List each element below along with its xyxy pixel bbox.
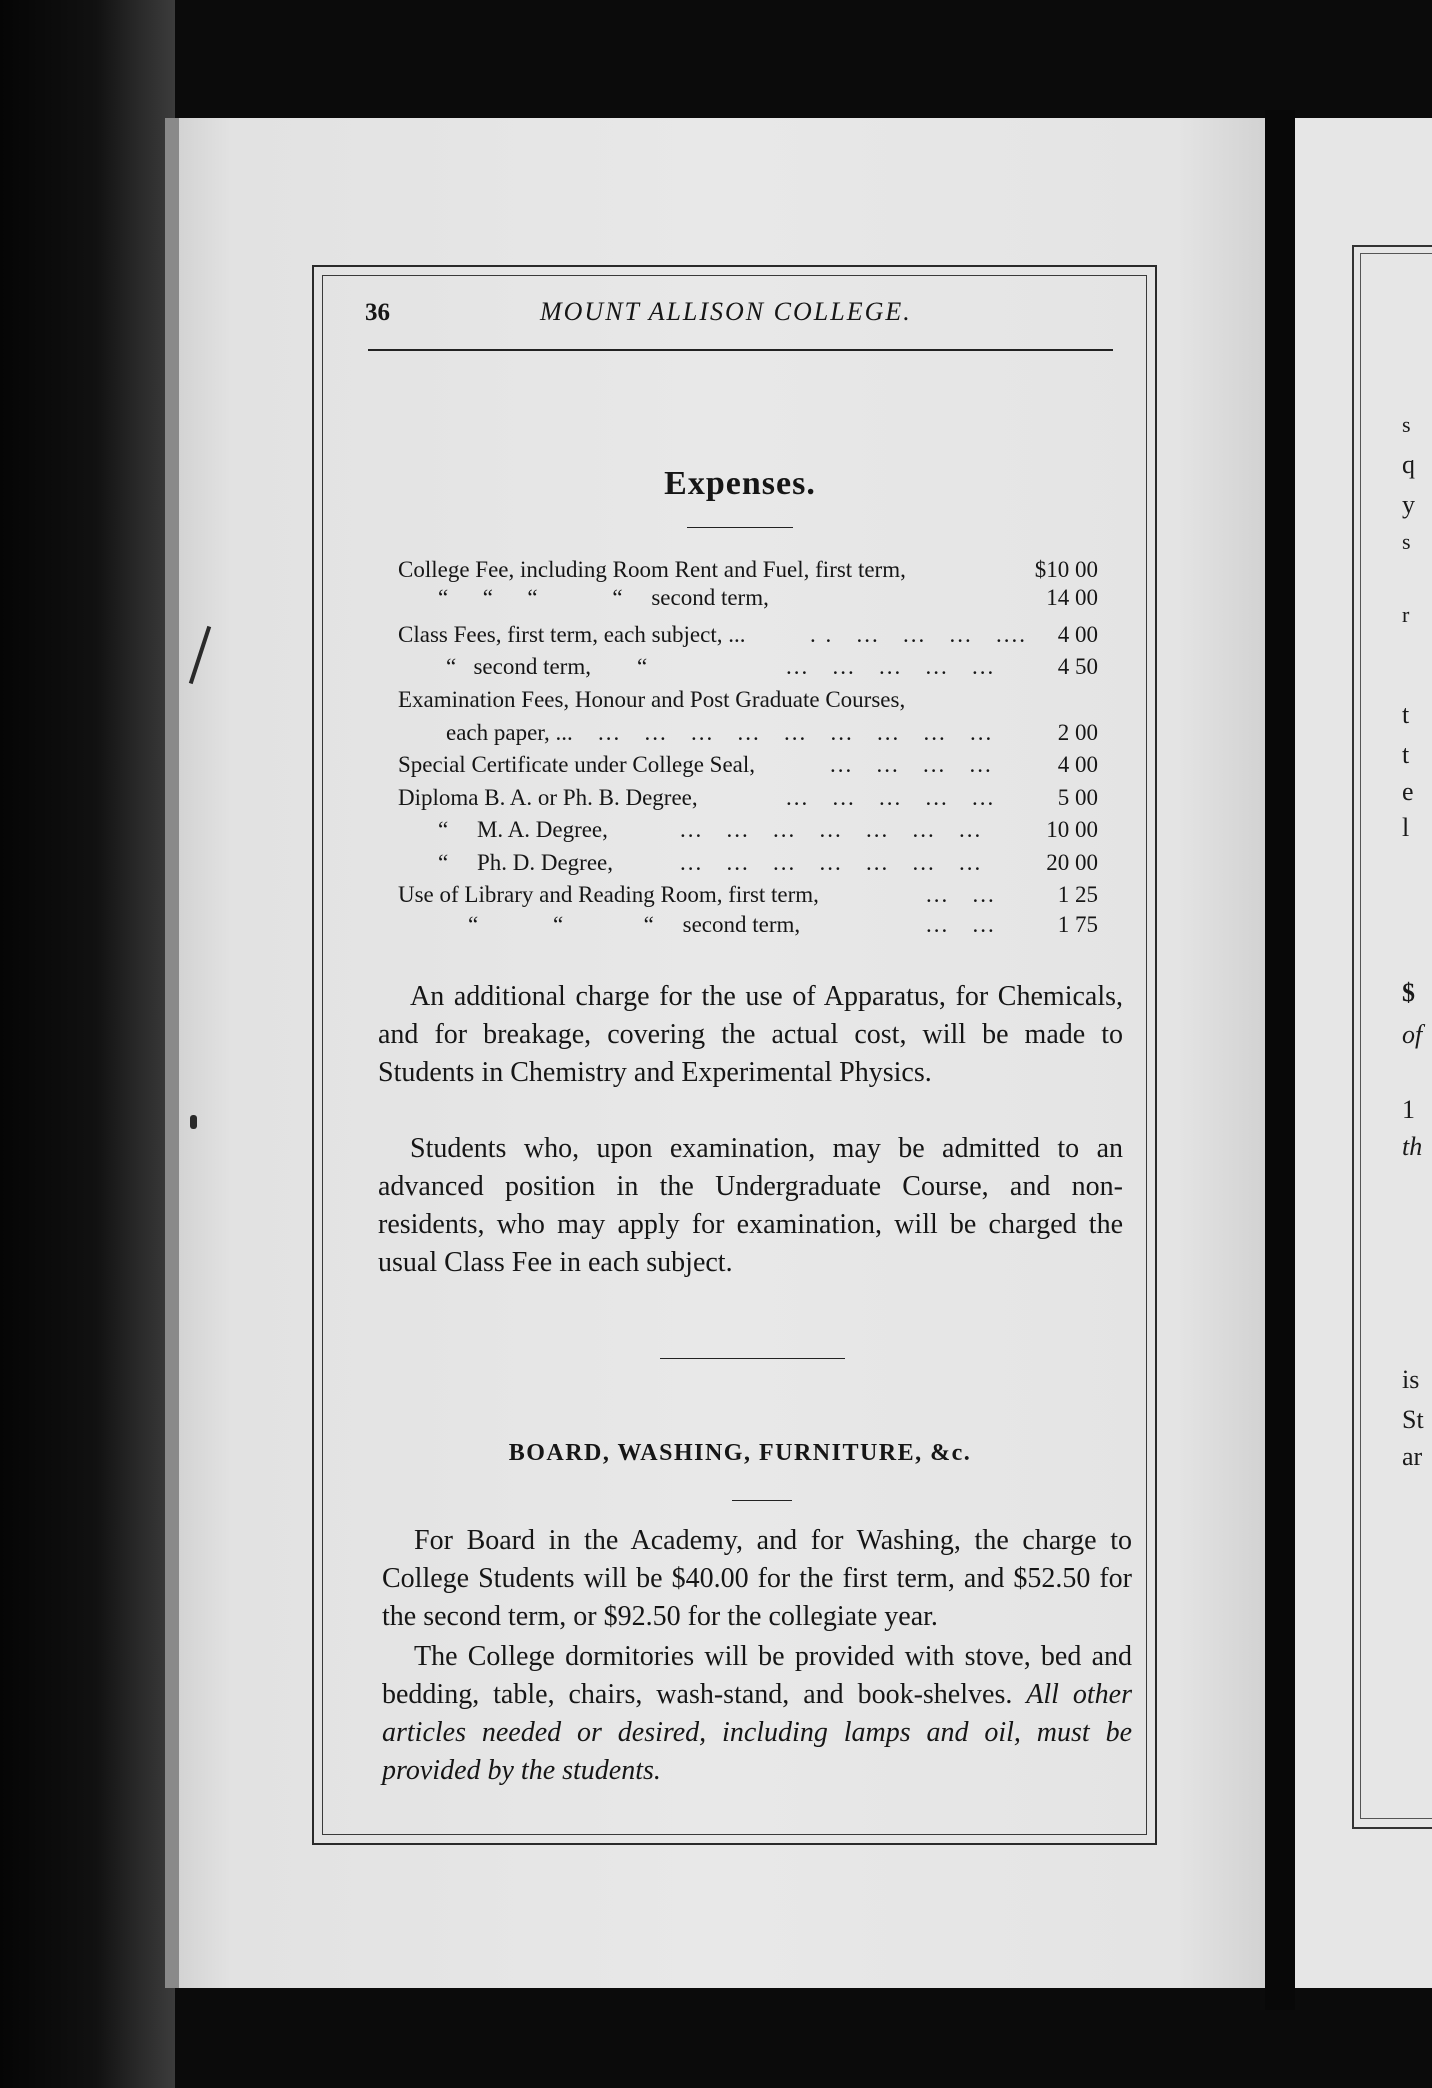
facing-page-fragment: r (1402, 602, 1410, 627)
fee-leader-dots: ... ... ... ... ... ... ... (680, 817, 983, 842)
fee-description: Class Fees, first term, each subject, ... (398, 622, 746, 647)
facing-page-fragment: of (1402, 1020, 1423, 1049)
scan-dark-edge (0, 0, 175, 2088)
fee-amount: 5 00 (1057, 785, 1098, 810)
fee-row (398, 555, 1098, 585)
fee-leader-dots: ... ... (926, 882, 996, 907)
fee-leader-dots: ... ... ... ... ... (786, 654, 996, 679)
facing-page-fragment: is (1402, 1365, 1420, 1394)
fee-row (398, 880, 1098, 910)
board-heading: BOARD, WASHING, FURNITURE, &c. (508, 1440, 972, 1466)
page-header (365, 295, 1115, 335)
facing-page-fragment: 1 (1402, 1095, 1415, 1124)
fee-description: “ “ “ “ second term, (438, 585, 769, 610)
admission-paragraph: Students who, upon examination, may be admitted to an advanced position in the Undergraduate Course, and non-residents, who may apply for examination, will be charged the usual Class Fee in each subject. (378, 1133, 1123, 1278)
fee-leader-dots: ... ... ... ... ... ... ... ... ... (598, 720, 994, 745)
fee-amount: 4 50 (1057, 654, 1098, 679)
fee-amount: 14 00 (1046, 585, 1098, 610)
fee-amount: 1 75 (1057, 912, 1098, 937)
facing-page-fragment: ar (1402, 1442, 1423, 1471)
fee-description: Special Certificate under College Seal, (398, 752, 756, 777)
facing-page-fragment: l (1402, 813, 1410, 842)
fee-description: each paper, ... (446, 720, 573, 745)
page-number: 36 (365, 299, 390, 326)
dormitory-paragraph (382, 1638, 1132, 1790)
fee-leader-dots: ... ... ... ... ... ... ... (680, 850, 983, 875)
fee-row (398, 583, 1098, 613)
fee-row (398, 848, 1098, 878)
fee-row (398, 685, 1098, 715)
fee-leader-dots: ... ... ... ... ... (786, 785, 996, 810)
book-gutter (1265, 110, 1295, 2010)
fee-description: Examination Fees, Honour and Post Graduate Courses, (398, 687, 906, 712)
fee-amount: 10 00 (1046, 817, 1098, 842)
dormitory-text: The College dormitories will be provided with stove, bed and bedding, table, chairs, wash-stand, and book-shelves. (382, 1641, 1132, 1710)
page-spine-shadow (165, 118, 179, 1988)
facing-page-fragment: q (1402, 450, 1415, 479)
fee-leader-dots: . . ... ... ... .... (810, 622, 1027, 647)
title-rule (687, 527, 793, 528)
board-paragraph: For Board in the Academy, and for Washing, the charge to College Students will be $40.00 for the first term, and $52.50 for the second term, or $92.50 for the collegiate year. (382, 1525, 1132, 1632)
fee-description: Diploma B. A. or Ph. B. Degree, (398, 785, 698, 810)
apparatus-paragraph: An additional charge for the use of Apparatus, for Chemicals, and for breakage, covering the actual cost, will be made to Students in Chemistry and Experimental Physics. (378, 981, 1123, 1088)
fee-amount: $10 00 (1034, 557, 1098, 582)
expenses-title: Expenses. (664, 465, 816, 502)
fee-amount: 1 25 (1057, 882, 1098, 907)
running-title: MOUNT ALLISON COLLEGE. (540, 297, 912, 326)
fee-description: “ Ph. D. Degree, (438, 850, 614, 875)
fee-row (398, 620, 1098, 650)
fee-row (398, 910, 1098, 940)
fee-description: Use of Library and Reading Room, first term, (398, 882, 819, 907)
facing-page-fragment: e (1402, 777, 1414, 806)
facing-page-fragment: y (1402, 490, 1415, 519)
fee-description: “ M. A. Degree, (438, 817, 608, 842)
fee-row (398, 652, 1098, 682)
margin-dot (190, 1115, 197, 1129)
fee-leader-dots: ... ... ... ... (830, 752, 993, 777)
fee-row (398, 783, 1098, 813)
fee-row (398, 718, 1098, 748)
section-divider (660, 1358, 845, 1359)
facing-page-fragment: t (1402, 700, 1410, 729)
fee-amount: 2 00 (1057, 720, 1098, 745)
facing-page-fragment: th (1402, 1132, 1423, 1161)
facing-page-fragment: t (1402, 740, 1410, 769)
fee-amount: 4 00 (1057, 752, 1098, 777)
fee-amount: 20 00 (1046, 850, 1098, 875)
fee-row (398, 750, 1098, 780)
facing-page-fragment: $ (1402, 978, 1415, 1007)
facing-page-fragment: St (1402, 1405, 1424, 1434)
fee-amount: 4 00 (1057, 622, 1098, 647)
board-heading-rule (732, 1500, 792, 1501)
facing-page-fragment: s (1402, 412, 1411, 437)
header-rule (368, 349, 1113, 351)
fee-description: “ “ “ second term, (468, 912, 801, 937)
fee-row (398, 815, 1098, 845)
fee-description: College Fee, including Room Rent and Fuel, first term, (398, 557, 906, 582)
facing-page-fragment: s (1402, 529, 1411, 554)
fee-leader-dots: ... ... (926, 912, 996, 937)
dormitory-italic-text: All other articles needed or desired, including lamps and oil, must be provided by the students. (382, 1679, 1133, 1786)
fee-description: “ second term, “ (446, 654, 648, 679)
